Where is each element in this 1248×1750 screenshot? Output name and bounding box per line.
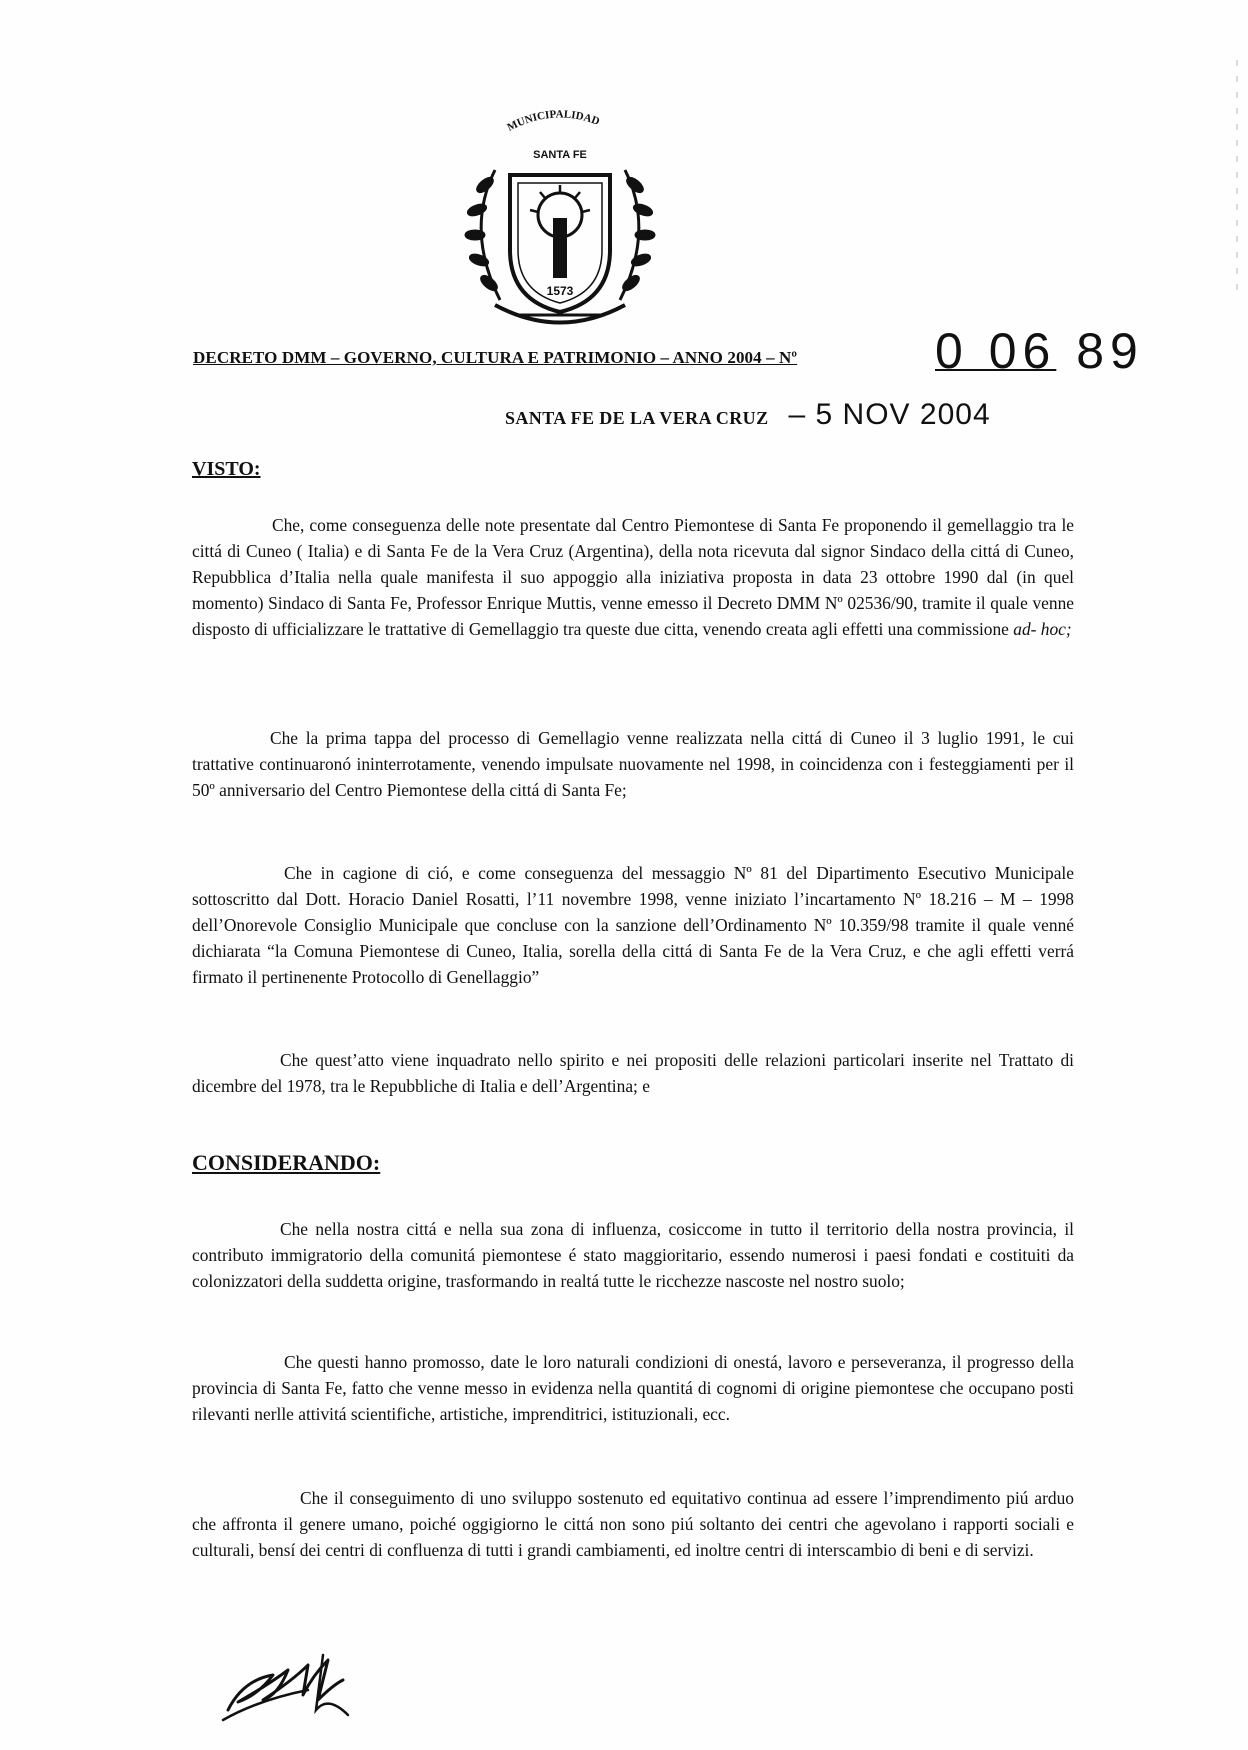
seal-icon bbox=[455, 100, 665, 340]
paragraph-6: Che questi hanno promosso, date le loro naturali condizioni di onestá, lavoro e perseveranza, il progresso della provincia di Santa Fe, fatto che venne messo in evidenza nella quantitá di cognomi di origine piemontese che occupano posti rilevanti nerlle attivitá scientifiche, artistiche, imprenditrici, istituzionali, ecc. bbox=[192, 1352, 1074, 1424]
section-considerando: CONSIDERANDO: bbox=[192, 1150, 381, 1175]
section-visto: VISTO: bbox=[192, 458, 261, 480]
seal-city-text: SANTA FE bbox=[533, 149, 587, 161]
paragraph-1 bbox=[192, 512, 1074, 642]
signature-icon bbox=[218, 1640, 358, 1730]
place-date-line bbox=[505, 398, 991, 432]
municipal-seal bbox=[455, 100, 665, 340]
paragraph-2: Che la prima tappa del processo di Gemellagio venne realizzata nella cittá di Cuneo il 3 luglio 1991, le cui trattative continuaronó ininterrotamente, venendo impulsate nuovamente nel 1998, in coincidenza con i festeggiamenti per il 50º anniversario del Centro Piemontese della cittá di Santa Fe; bbox=[192, 728, 1074, 800]
paragraph-3: Che in cagione di ció, e come conseguenza del messaggio Nº 81 del Dipartimento Esecutivo Municipale sottoscritto dal Dott. Horacio Daniel Rosatti, l’11 novembre 1998, venne iniziato l’incartamento Nº 18.216 – M – 1998 dell’Onorevole Consiglio Municipale que concluse con la sanzione dell’Ordinamento Nº 10.359/98 tramite il quale venné dichiarata “la Comuna Piemontese di Cuneo, Italia, sorella della cittá di Santa Fe de la Vera Cruz, e che agli effetti verrá firmato il pertinenente Protocollo di Genellaggio” bbox=[192, 863, 1074, 987]
signature bbox=[218, 1640, 358, 1730]
decree-number-rest: 89 bbox=[1076, 323, 1144, 379]
seal-year-text: 1573 bbox=[546, 284, 574, 298]
place-name: SANTA FE DE LA VERA CRUZ bbox=[505, 408, 769, 428]
decree-number-stamped: 0 06 bbox=[935, 323, 1057, 379]
decree-number bbox=[935, 322, 1144, 380]
paragraph-4: Che quest’atto viene inquadrato nello spirito e nei propositi delle relazioni particolari inserite nel Trattato di dicembre del 1978, tra le Repubbliche di Italia e dell’Argentina; e bbox=[192, 1050, 1074, 1096]
svg-text:MUNICIPALIDAD bbox=[505, 108, 601, 133]
paragraph-5: Che nella nostra cittá e nella sua zona di influenza, cosiccome in tutto il territorio della nostra provincia, il contributo immigratorio della comunitá piemontese é stato maggioritario, essendo numerosi i paesi fondati e costituiti da colonizzatori della suddetta origine, trasformando in realtá tutte le ricchezze nascoste nel nostro suolo; bbox=[192, 1219, 1074, 1291]
paragraph-1-italic: ad- hoc; bbox=[1013, 619, 1072, 639]
scan-edge-mark bbox=[1236, 60, 1238, 300]
decree-title: DECRETO DMM – GOVERNO, CULTURA E PATRIMONIO – ANNO 2004 – Nº bbox=[193, 348, 798, 367]
decree-heading bbox=[193, 322, 1153, 382]
date-stamp: – 5 NOV 2004 bbox=[788, 398, 991, 431]
seal-top-text: MUNICIPALIDAD bbox=[505, 108, 602, 134]
paragraph-1-text: Che, come conseguenza delle note presentate dal Centro Piemontese di Santa Fe proponendo il gemellaggio tra le cittá di Cuneo ( Italia) e di Santa Fe de la Vera Cruz (Argentina), della nota ricevuta dal signor Sindaco della cittá di Cuneo, Repubblica d’Italia nella quale manifesta il suo appoggio alla iniziativa proposta in data 23 ottobre 1990 dal (in quel momento) Sindaco di Santa Fe, Professor Enrique Muttis, venne emesso il Decreto DMM Nº 02536/90, tramite il quale venne disposto di ufficializzare le trattative di Gemellaggio tra queste due citta, venendo creata agli effetti una commissione bbox=[192, 515, 1074, 639]
paragraph-7: Che il conseguimento di uno sviluppo sostenuto ed equitativo continua ad essere l’imprendimento piú arduo che affronta il genere umano, poiché oggigiorno le cittá non sono piú soltanto dei centri che agevolano i rapporti sociali e culturali, bensí dei centri di confluenza di tutti i grandi cambiamenti, ed inoltre centri di interscambio di beni e di servizi. bbox=[192, 1488, 1074, 1560]
